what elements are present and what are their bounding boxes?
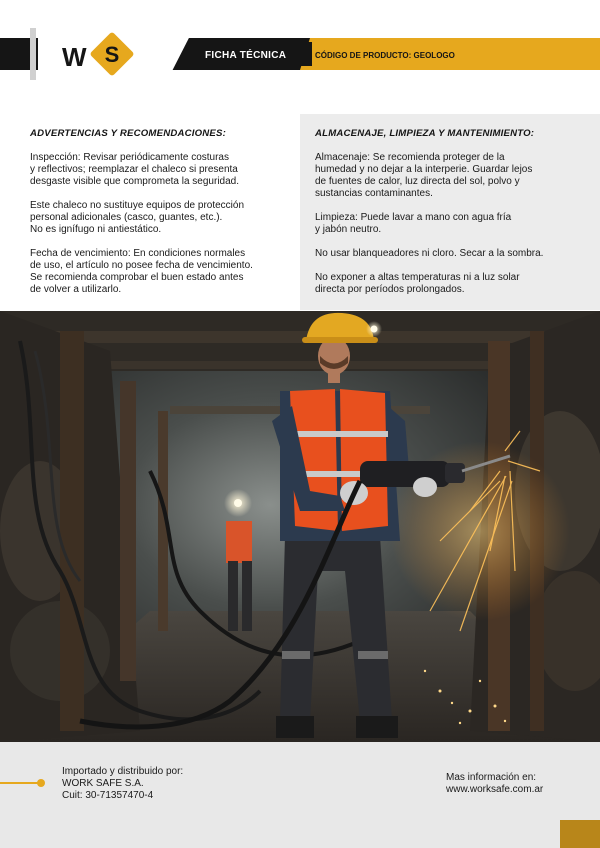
- text-line: Se recomienda comprobar el buen estado antes: [30, 272, 244, 283]
- text-line: desgaste visible que comprometa la seguridad.: [30, 176, 240, 187]
- storage-title: ALMACENAJE, LIMPIEZA Y MANTENIMIENTO:: [315, 128, 535, 139]
- logo-s-letter: S: [104, 42, 120, 67]
- text-line: No exponer a altas temperaturas ni a luz solar: [315, 272, 520, 283]
- text-line: Limpieza: Puede lavar a mano con agua fría: [315, 212, 512, 223]
- warnings-inspection-paragraph: [30, 152, 239, 188]
- text-line: No usar blanqueadores ni cloro. Secar a la sombra.: [315, 248, 544, 259]
- text-line: de uso, el artículo no posee fecha de vencimiento.: [30, 260, 253, 271]
- warnings-expiry-paragraph: [30, 248, 253, 296]
- text-line: de volver a utilizarlo.: [30, 284, 122, 295]
- warnings-title: ADVERTENCIAS Y RECOMENDACIONES:: [30, 128, 226, 139]
- text-line: Inspección: Revisar periódicamente costuras: [30, 152, 229, 163]
- text-line: sustancias contaminantes.: [315, 188, 433, 199]
- mine-tunnel-illustration: [0, 311, 600, 742]
- header-divider: [300, 42, 312, 66]
- text-line: Este chaleco no sustituye equipos de protección: [30, 200, 245, 211]
- logo-side-bar: [30, 28, 36, 80]
- bleach-paragraph: [315, 248, 543, 260]
- footer-accent-dot-icon: [37, 779, 45, 787]
- footer-more-info-label: Mas información en:: [446, 772, 537, 783]
- storage-section: [300, 114, 600, 310]
- text-line: y jabón neutro.: [315, 224, 382, 235]
- temperature-paragraph: [315, 272, 520, 296]
- warnings-ppe-paragraph: [30, 200, 244, 236]
- text-line: No es ignífugo ni antiestático.: [30, 224, 162, 235]
- mining-worker-photo: [0, 311, 600, 742]
- text-line: y reflectivos; reemplazar el chaleco si presenta: [30, 164, 238, 175]
- warnings-section: [0, 114, 300, 310]
- storage-paragraph: [315, 152, 532, 200]
- footer-website-link[interactable]: www.worksafe.com.ar: [446, 784, 544, 795]
- text-line: Fecha de vencimiento: En condiciones normales: [30, 248, 246, 259]
- ficha-tecnica-label: FICHA TÉCNICA: [205, 50, 287, 61]
- text-line: de fuentes de calor, luz directa del sol, polvo y: [315, 176, 520, 187]
- footer-accent-line: [0, 782, 42, 784]
- footer-corner-accent: [560, 820, 600, 848]
- logo-w-letter: W: [62, 42, 86, 72]
- footer-cuit: Cuit: 30-71357470-4: [62, 790, 154, 801]
- cleaning-paragraph: [315, 212, 511, 236]
- footer-company-name: WORK SAFE S.A.: [62, 778, 144, 789]
- footer-importer-label: Importado y distribuido por:: [62, 766, 184, 777]
- text-line: personal adicionales (casco, guantes, etc.).: [30, 212, 223, 223]
- header-bar: [0, 28, 600, 80]
- footer: [0, 742, 600, 848]
- product-code-label: CÓDIGO DE PRODUCTO: GEOLOGO: [315, 51, 455, 60]
- text-line: Almacenaje: Se recomienda proteger de la: [315, 152, 505, 163]
- text-line: humedad y no dejar a la interperie. Guardar lejos: [315, 164, 533, 175]
- text-line: directa por períodos prolongados.: [315, 284, 465, 295]
